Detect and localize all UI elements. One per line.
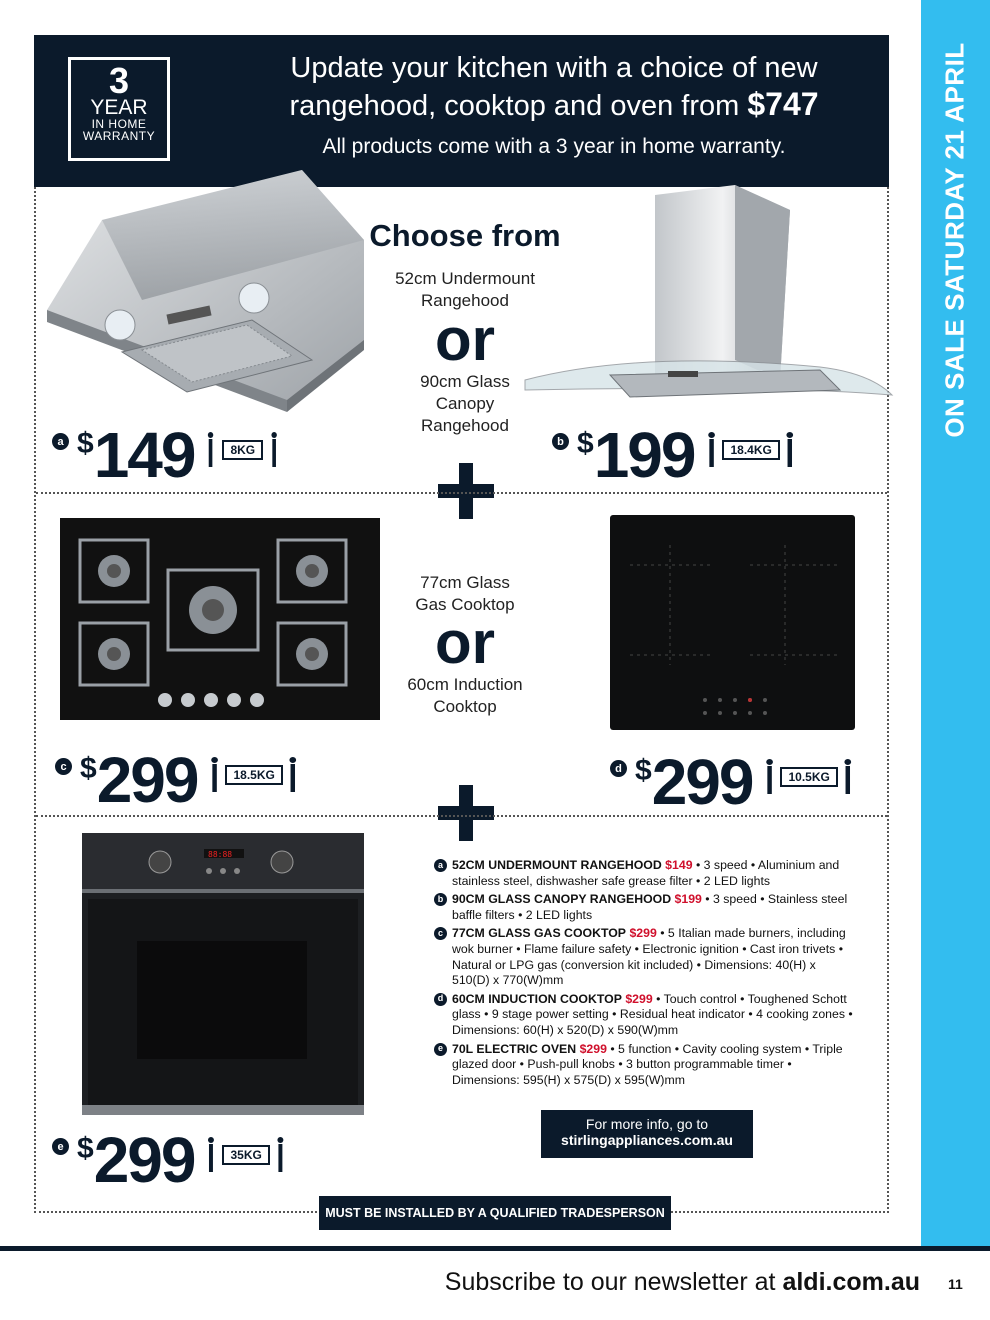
canopy-rangehood-image bbox=[520, 185, 895, 410]
spec-text: • 3 speed • Aluminium and stainless steel, dishwasher safe grease filter • 2 LED lights bbox=[452, 858, 840, 888]
spec-title: 77CM GLASS GAS COOKTOP bbox=[452, 926, 627, 941]
spec-letter: b bbox=[434, 893, 447, 906]
price-tag-e bbox=[52, 1124, 286, 1196]
weight-label: 35KG bbox=[222, 1145, 269, 1165]
newsletter-label: Subscribe to our newsletter at bbox=[444, 1268, 783, 1296]
option-d-line2: Cooktop bbox=[433, 697, 497, 716]
price-dollar: $ bbox=[77, 427, 94, 460]
spec-title: 52CM UNDERMOUNT RANGEHOOD bbox=[452, 858, 662, 872]
undermount-rangehood-image bbox=[42, 170, 382, 415]
option-b-line2: Canopy bbox=[435, 394, 495, 413]
headline-line2-text: rangehood, cooktop and oven from bbox=[289, 90, 740, 122]
spec-price: $199 bbox=[674, 892, 702, 907]
price-tag-a bbox=[52, 419, 279, 491]
more-info-line1: For more info, go to bbox=[585, 1116, 709, 1132]
spec-price: $299 bbox=[629, 926, 657, 941]
spec-item-d bbox=[434, 992, 854, 1039]
price-amount: 299 bbox=[93, 1124, 195, 1196]
option-c-line2: Gas Cooktop bbox=[415, 595, 515, 614]
spec-item-e bbox=[434, 1042, 854, 1089]
spec-title: 60CM INDUCTION COOKTOP bbox=[452, 991, 622, 1006]
weight-label: 10.5KG bbox=[780, 767, 837, 787]
spec-price: $299 bbox=[579, 1041, 607, 1056]
spec-item-b bbox=[434, 892, 854, 923]
induction-cooktop-image bbox=[610, 515, 855, 730]
newsletter-link[interactable]: aldi.com.au bbox=[782, 1268, 920, 1296]
price-amount: 149 bbox=[93, 419, 195, 491]
choose-from-heading: Choose from bbox=[369, 218, 561, 253]
product-letter: a bbox=[52, 433, 69, 450]
weight-icon bbox=[764, 758, 853, 796]
weight-icon bbox=[206, 1136, 285, 1174]
price-dollar: $ bbox=[635, 754, 652, 787]
warranty-year: YEAR bbox=[90, 96, 148, 119]
spec-letter: d bbox=[434, 993, 447, 1006]
product-letter: c bbox=[55, 758, 72, 775]
spec-letter: e bbox=[434, 1043, 447, 1056]
side-banner-text: ON SALE SATURDAY 21 APRIL bbox=[939, 42, 970, 438]
more-info-link[interactable]: stirlingappliances.com.au bbox=[561, 1132, 733, 1148]
plus-icon bbox=[438, 463, 494, 519]
option-a-line2: Rangehood bbox=[421, 291, 509, 310]
price-dollar: $ bbox=[577, 427, 594, 460]
option-b-line1: 90cm Glass bbox=[420, 372, 510, 391]
spec-title: 90CM GLASS CANOPY RANGEHOOD bbox=[452, 892, 672, 907]
product-letter: d bbox=[610, 760, 627, 777]
warranty-line1: IN HOME bbox=[91, 117, 147, 131]
price-amount: 199 bbox=[593, 419, 695, 491]
spec-letter: c bbox=[434, 927, 447, 940]
newsletter-text bbox=[400, 1268, 920, 1297]
headline-price: $747 bbox=[747, 86, 819, 122]
warranty-number: 3 bbox=[108, 60, 130, 101]
spec-text: • Touch control • Toughened Schott glass • 9 stage power setting • Residual heat indicator • 4 cooking zones • Dimensions: 60(H) x 520(D) x 590(W)mm bbox=[452, 991, 853, 1037]
spec-item-a bbox=[434, 858, 854, 889]
price-tag-c bbox=[55, 744, 299, 816]
product-specs bbox=[434, 858, 854, 1091]
product-letter: e bbox=[52, 1138, 69, 1155]
spec-text: • 5 function • Cavity cooling system • Triple glazed door • Push-pull knobs • 3 button programmable timer • Dimensions: 595(H) x 575(D) x 595(W)mm bbox=[452, 1041, 843, 1087]
spec-text: • 5 Italian made burners, including wok burner • Flame failure safety • Electronic ignition • Cast iron trivets • Natural or LPG gas (conversion kit included) • Dimensions: 40(H) x 510(D) x 770(W)mm bbox=[452, 926, 846, 988]
install-notice: MUST BE INSTALLED BY A QUALIFIED TRADESPERSON bbox=[319, 1196, 671, 1230]
option-b-line3: Rangehood bbox=[421, 416, 509, 435]
spec-price: $149 bbox=[665, 858, 693, 872]
price-amount: 299 bbox=[96, 744, 198, 816]
headline-line1: Update your kitchen with a choice of new bbox=[290, 52, 818, 84]
price-tag-b bbox=[552, 419, 796, 491]
product-letter: b bbox=[552, 433, 569, 450]
weight-icon bbox=[206, 431, 279, 469]
spec-text: • 3 speed • Stainless steel baffle filters • 2 LED lights bbox=[452, 892, 848, 922]
weight-icon bbox=[706, 431, 795, 469]
weight-label: 18.4KG bbox=[722, 440, 779, 460]
divider bbox=[36, 492, 887, 494]
more-info-box[interactable] bbox=[541, 1110, 753, 1158]
price-amount: 299 bbox=[651, 746, 753, 818]
headline-subline: All products come with a 3 year in home warranty. bbox=[322, 135, 786, 158]
svg-text:88:88: 88:88 bbox=[208, 850, 233, 859]
warranty-line2: WARRANTY bbox=[82, 129, 156, 143]
or-cooktop: or bbox=[435, 609, 495, 676]
header-banner bbox=[34, 35, 889, 187]
gas-cooktop-image bbox=[60, 518, 380, 720]
warranty-badge bbox=[68, 57, 170, 161]
electric-oven-image bbox=[82, 833, 364, 1115]
spec-item-c bbox=[434, 926, 854, 988]
price-tag-d bbox=[610, 746, 854, 818]
weight-label: 8KG bbox=[222, 440, 263, 460]
spec-title: 70L ELECTRIC OVEN bbox=[452, 1041, 577, 1056]
price-dollar: $ bbox=[80, 752, 97, 785]
footer-rule bbox=[0, 1246, 990, 1251]
option-c-line1: 77cm Glass bbox=[420, 573, 510, 592]
spec-price: $299 bbox=[625, 991, 653, 1006]
weight-label: 18.5KG bbox=[225, 765, 282, 785]
spec-letter: a bbox=[434, 859, 447, 872]
headline-line2 bbox=[244, 87, 864, 123]
option-a-line1: 52cm Undermount bbox=[395, 269, 535, 288]
price-dollar: $ bbox=[77, 1132, 94, 1165]
option-d-line1: 60cm Induction bbox=[407, 675, 523, 694]
weight-icon bbox=[209, 756, 298, 794]
plus-icon bbox=[438, 785, 494, 841]
or-rangehood: or bbox=[435, 306, 495, 373]
page-number: 11 bbox=[948, 1276, 963, 1292]
